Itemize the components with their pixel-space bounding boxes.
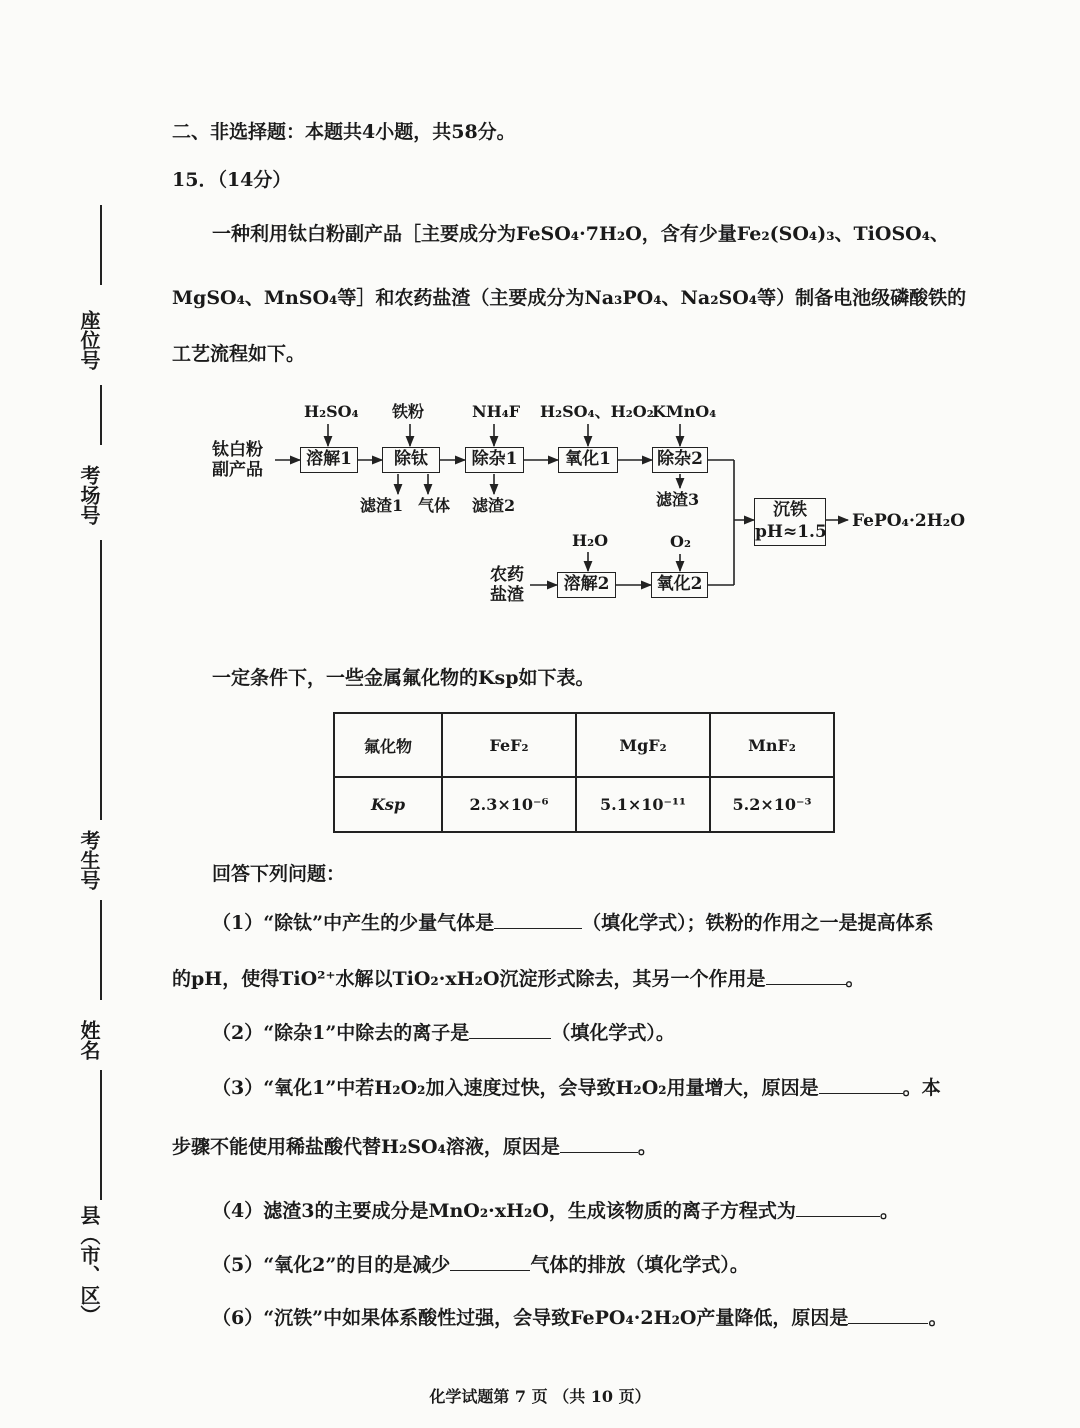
q5-text-a: （5）“氧化2”的目的是减少 (212, 1254, 451, 1276)
answer-blank-7[interactable] (450, 1252, 530, 1271)
candidate-number-label: 考生号 (77, 830, 101, 890)
table-cell: 5.1×10⁻¹¹ (576, 777, 710, 832)
reagent-iron-powder: 铁粉 (392, 402, 425, 421)
step-oxidize-1: 氧化1 (558, 447, 618, 473)
question-3-line-1 (212, 1075, 941, 1100)
answer-blank-2[interactable] (766, 966, 846, 985)
byproduct-residue-2: 滤渣2 (472, 496, 516, 515)
q2-text-a: （2）“除杂1”中除去的离子是 (212, 1022, 470, 1044)
answer-blank-5[interactable] (560, 1134, 638, 1153)
intro-line-1: 一种利用钛白粉副产品［主要成分为FeSO₄·7H₂O，含有少量Fe₂(SO₄)₃、TiOSO₄、 (212, 223, 950, 245)
q3-text-c: 步骤不能使用稀盐酸代替H₂SO₄溶液，原因是 (172, 1136, 560, 1158)
exam-room-label: 考场号 (77, 465, 101, 525)
step-precipitate-fe: 沉铁 pH≈1.5 (754, 498, 826, 546)
page-footer: 化学试题第 7 页 （共 10 页） (429, 1387, 651, 1406)
q1-text-d: 。 (845, 968, 865, 990)
answer-blank-3[interactable] (469, 1020, 551, 1039)
ksp-table (333, 712, 835, 833)
q1-text-a: （1）“除钛”中产生的少量气体是 (212, 912, 495, 934)
q3-text-b: 。本 (902, 1077, 941, 1099)
question-2 (212, 1020, 675, 1045)
table-row (334, 777, 834, 832)
step-purify-2: 除杂2 (652, 447, 708, 473)
raw-material-1: 钛白粉 副产品 (212, 440, 263, 480)
table-header-cell: MnF₂ (710, 713, 834, 777)
intro-line-2: MgSO₄、MnSO₄等］和农药盐渣（主要成分为Na₃PO₄、Na₂SO₄等）制备电池级磷酸铁的 (172, 287, 967, 309)
q2-text-b: （填化学式）。 (551, 1022, 675, 1044)
intro-line-3: 工艺流程如下。 (172, 343, 306, 365)
step-dissolve-2: 溶解2 (557, 572, 616, 598)
reagent-h2o: H₂O (572, 531, 609, 550)
seat-number-label: 座位号 (77, 310, 101, 370)
answer-blank-1[interactable] (494, 910, 582, 929)
q3-text-a: （3）“氧化1”中若H₂O₂加入速度过快，会导致H₂O₂用量增大，原因是 (212, 1077, 819, 1099)
table-header-cell: 氟化物 (334, 713, 442, 777)
table-cell: 5.2×10⁻³ (710, 777, 834, 832)
q6-text-b: 。 (928, 1307, 948, 1329)
ksp-intro: 一定条件下，一些金属氟化物的Ksp如下表。 (212, 667, 595, 689)
raw-material-2: 农药 盐渣 (490, 565, 524, 605)
name-label: 姓名 (77, 1020, 101, 1060)
answer-intro: 回答下列问题： (212, 863, 346, 885)
binding-line-4 (100, 900, 102, 1000)
question-1-line-2 (172, 966, 865, 991)
question-1-line-1 (212, 910, 934, 935)
question-3-line-2 (172, 1134, 657, 1159)
county-label: 县（市、区） (77, 1205, 101, 1325)
q3-text-d: 。 (637, 1136, 657, 1158)
answer-blank-6[interactable] (796, 1198, 880, 1217)
reagent-nh4f: NH₄F (472, 402, 521, 421)
question-5 (212, 1252, 749, 1277)
reagent-h2so4: H₂SO₄ (304, 402, 359, 421)
answer-blank-4[interactable] (819, 1075, 903, 1094)
table-header-row (334, 713, 834, 777)
reagent-o2: O₂ (670, 532, 691, 551)
question-number: 15．（14分） (172, 169, 292, 191)
q1-text-c: 的pH，使得TiO²⁺水解以TiO₂·xH₂O沉淀形式除去，其另一个作用是 (172, 968, 766, 990)
q1-text-b: （填化学式）；铁粉的作用之一是提高体系 (582, 912, 934, 934)
table-header-cell: FeF₂ (442, 713, 576, 777)
product-fepo4: FePO₄·2H₂O (852, 511, 966, 531)
q6-text-a: （6）“沉铁”中如果体系酸性过强，会导致FePO₄·2H₂O产量降低，原因是 (212, 1307, 849, 1329)
byproduct-residue-3: 滤渣3 (656, 490, 700, 509)
reagent-h2so4-h2o2: H₂SO₄、H₂O₂ (540, 402, 654, 421)
step-remove-ti: 除钛 (382, 447, 440, 473)
reagent-kmno4: KMnO₄ (652, 402, 717, 421)
answer-blank-8[interactable] (848, 1305, 928, 1324)
table-cell: 2.3×10⁻⁶ (442, 777, 576, 832)
q4-text-b: 。 (879, 1200, 899, 1222)
binding-line-5 (100, 1070, 102, 1200)
table-header-cell: MgF₂ (576, 713, 710, 777)
q5-text-b: 气体的排放（填化学式）。 (530, 1254, 749, 1276)
step-purify-1: 除杂1 (465, 447, 524, 473)
byproduct-gas: 气体 (418, 496, 451, 515)
question-4 (212, 1198, 899, 1223)
step-oxidize-2: 氧化2 (651, 572, 708, 598)
section-heading: 二、非选择题：本题共4小题，共58分。 (172, 121, 516, 143)
byproduct-residue-1: 滤渣1 (360, 496, 404, 515)
question-6 (212, 1305, 947, 1330)
step-dissolve-1: 溶解1 (300, 447, 358, 473)
q4-text-a: （4）滤渣3的主要成分是MnO₂·xH₂O，生成该物质的离子方程式为 (212, 1200, 796, 1222)
table-cell: Ksp (334, 777, 442, 832)
